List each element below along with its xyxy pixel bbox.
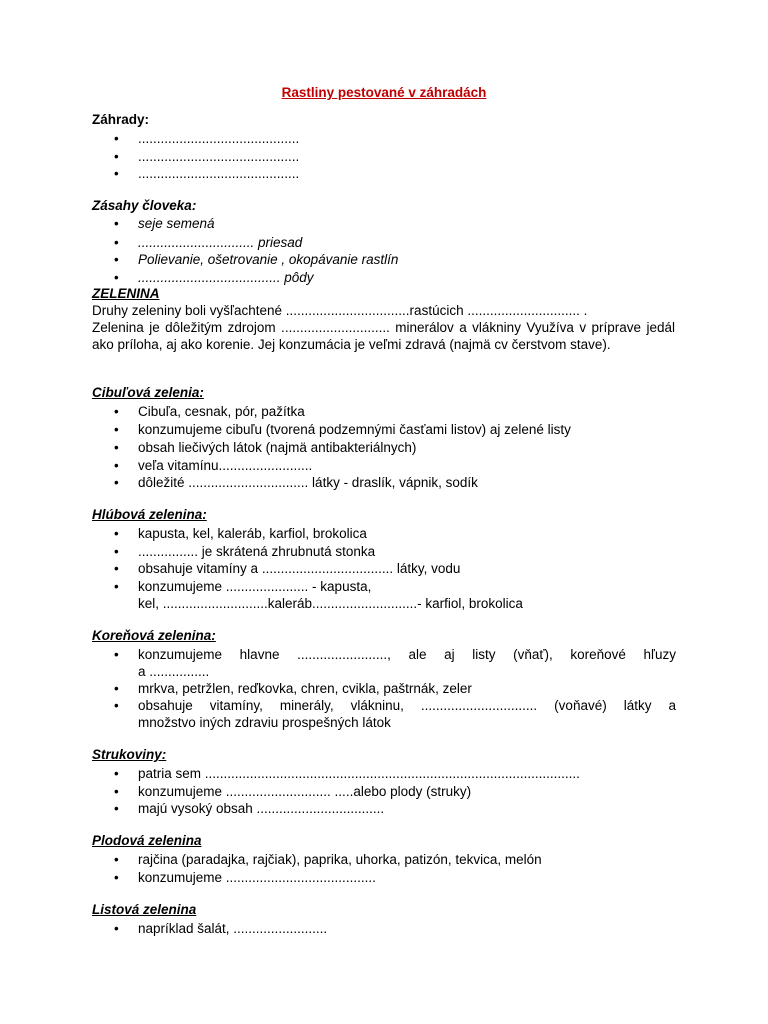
bullet: • (114, 270, 119, 285)
list-item: konzumujeme ........................................ (138, 870, 376, 885)
list-item: konzumujeme cibuľu (tvorená podzemnými časťami listov) aj zelené listy (138, 422, 571, 437)
bullet: • (114, 404, 119, 419)
bullet: • (114, 475, 119, 490)
page-title: Rastliny pestované v záhradách (281, 85, 487, 100)
bullet: • (114, 698, 119, 713)
list-item: rajčina (paradajka, rajčiak), paprika, uhorka, patizón, tekvica, melón (138, 852, 542, 867)
list-item-continuation: a ................ (138, 664, 210, 679)
bullet: • (114, 149, 119, 164)
heading-zahrady: Záhrady: (92, 112, 150, 127)
bullet: • (114, 784, 119, 799)
bullet: • (114, 921, 119, 936)
list-item: Cibuľa, cesnak, pór, pažítka (138, 404, 305, 419)
bullet: • (114, 458, 119, 473)
list-item: veľa vitamínu......................... (138, 458, 313, 473)
bullet: • (114, 440, 119, 455)
list-item: patria sem .................................................................................................... (138, 766, 580, 781)
heading-listova: Listová zelenina (92, 902, 197, 917)
list-item: obsah liečivých látok (najmä antibakteriálnych) (138, 440, 417, 455)
bullet: • (114, 579, 119, 594)
list-item: ...................................... pôdy (138, 270, 314, 285)
bullet: • (114, 422, 119, 437)
list-item-continuation: množstvo iných zdraviu prospešných látok (138, 715, 391, 730)
bullet: • (114, 526, 119, 541)
list-item: ........................................... (138, 131, 300, 146)
heading-korenova: Koreňová zelenina: (92, 628, 216, 643)
bullet: • (114, 235, 119, 250)
bullet: • (114, 870, 119, 885)
list-item: ............................... priesad (138, 235, 303, 250)
bullet: • (114, 681, 119, 696)
bullet: • (114, 766, 119, 781)
list-item: obsahuje vitamíny a ................................... látky, vodu (138, 561, 461, 576)
list-item: mrkva, petržlen, reďkovka, chren, cvikla, paštrnák, zeler (138, 681, 472, 696)
list-item: kapusta, kel, kaleráb, karfiol, brokolica (138, 526, 367, 541)
list-item: konzumujeme ............................ .....alebo plody (struky) (138, 784, 472, 799)
heading-plodova: Plodová zelenina (92, 833, 202, 848)
list-item: konzumujeme ...................... - kapusta, (138, 579, 372, 594)
list-item: Polievanie, ošetrovanie , okopávanie rastlín (138, 252, 399, 267)
list-item: majú vysoký obsah .................................. (138, 801, 385, 816)
list-item: ........................................... (138, 149, 300, 164)
bullet: • (114, 252, 119, 267)
list-item: ................ je skrátená zhrubnutá stonka (138, 544, 376, 559)
bullet: • (114, 131, 119, 146)
zelenina-paragraph: Zelenina je dôležitým zdrojom ............................. minerálov a vlákniny Využíva v príprave jedál ako príloha, aj ako korenie. Jej konzumácia je veľmi zdravá (najmä cv čerstvom stave). (92, 320, 675, 352)
bullet: • (114, 544, 119, 559)
bullet: • (114, 801, 119, 816)
list-item: ........................................... (138, 166, 300, 181)
list-item-continuation: kel, ............................kaleráb............................- karfiol, brokolica (138, 596, 523, 611)
list-item: napríklad šalát, ......................... (138, 921, 328, 936)
heading-strukoviny: Strukoviny: (92, 747, 167, 762)
heading-hlubova: Hlúbová zelenina: (92, 507, 207, 522)
list-item: konzumujeme hlavne ........................, ale aj listy (vňať), koreňové hľuzy (138, 647, 676, 662)
bullet: • (114, 561, 119, 576)
bullet: • (114, 647, 119, 662)
list-item: obsahuje vitamíny, minerály, vlákninu, ............................... (voňavé) látky a (138, 698, 676, 713)
zelenina-line: Druhy zeleniny boli vyšľachtené .................................rastúcich .............................. . (92, 303, 588, 318)
heading-zelenina: ZELENINA (92, 286, 160, 301)
list-item: dôležité ................................ látky - draslík, vápnik, sodík (138, 475, 478, 490)
heading-cibulova: Cibuľová zelenia: (92, 385, 204, 400)
bullet: • (114, 216, 119, 231)
bullet: • (114, 852, 119, 867)
heading-zasahy: Zásahy človeka: (92, 198, 197, 213)
bullet: • (114, 166, 119, 181)
list-item: seje semená (138, 216, 215, 231)
